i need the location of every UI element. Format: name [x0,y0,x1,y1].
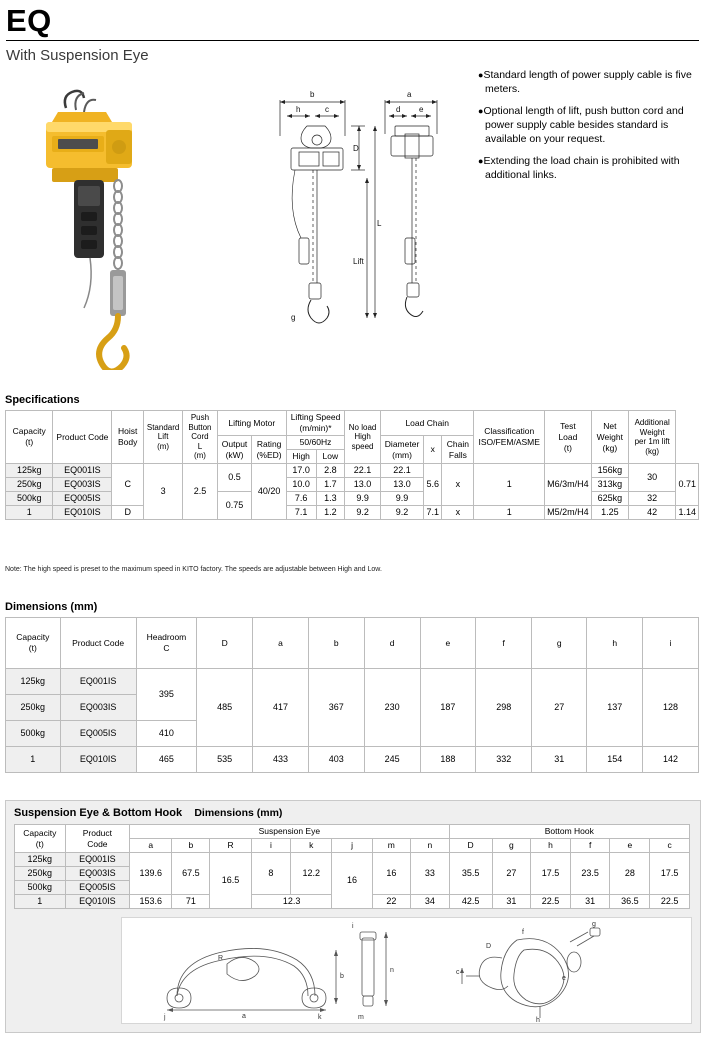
cell-g: 31 [492,895,530,909]
col-product-code: Product Code [53,411,112,464]
fig-label-D: D [486,943,492,950]
col-capacity: Capacity (t) [6,411,53,464]
note-item: ●Optional length of lift, push button cord and power supply cable besides standard is available on your request. [478,105,684,145]
col-bottom-hook: Bottom Hook [449,825,689,839]
cell-no-load-high-speed: 13.0 [380,478,423,492]
cell-f: 23.5 [570,853,610,895]
cell-product-code: EQ010IS [65,895,130,909]
table-header-row [6,618,699,669]
col-load-chain: Load Chain [380,411,473,436]
col-capacity: Capacity (t) [15,825,66,853]
col-product-code: Product Code [60,618,136,669]
col-e: e [610,839,650,853]
cell-test-load: 313kg [591,478,628,492]
cell-x: x [442,464,474,506]
col-b: b [172,839,210,853]
cell-no-load-high-speed: 9.2 [380,506,423,520]
col-frequency: 50/60Hz [286,436,344,450]
table-row [6,506,699,520]
col-i: i [251,839,290,853]
col-lifting-motor: Lifting Motor [217,411,286,436]
cell-e: 28 [610,853,650,895]
col-net-weight: Net Weight (kg) [591,411,628,464]
suspension-title-main: Suspension Eye & Bottom Hook [14,807,183,819]
col-no-load-high-speed: No load High speed [345,411,381,464]
col-standard-lift: Standard Lift (m) [144,411,183,464]
cell-additional-weight: 1.14 [676,506,699,520]
cell-c: 22.5 [650,895,690,909]
cell-a: 139.6 [130,853,172,895]
table-row [6,492,699,506]
cell-product-code: EQ001IS [53,464,112,478]
cell-test-load: 625kg [591,492,628,506]
cell-chain-falls: 1 [474,506,545,520]
cell-product-code: EQ005IS [53,492,112,506]
col-multiply: x [424,436,442,464]
cell-high: 7.1 [286,506,316,520]
label-lift: Lift [353,257,364,266]
col-c: c [650,839,690,853]
cell-capacity: 1 [6,747,61,773]
col-capacity: Capacity (t) [6,618,61,669]
cell-chain-falls: 1 [474,464,545,506]
cell-D: 535 [197,747,253,773]
col-a: a [253,618,309,669]
cell-j: 16 [332,853,372,909]
cell-product-code: EQ005IS [60,721,136,747]
cell-b: 67.5 [172,853,210,895]
cell-product-code: EQ003IS [53,478,112,492]
cell-m: 16 [372,853,410,895]
notes-list [478,68,693,190]
label-e: e [419,105,424,114]
suspension-title-sub: Dimensions (mm) [194,807,283,819]
fig-label-g: g [592,921,596,928]
fig-label-n: n [390,967,394,974]
cell-g: 27 [532,669,587,747]
col-b: b [308,618,364,669]
page-subtitle: With Suspension Eye [6,47,149,64]
bullet-icon: ● [478,70,484,80]
cell-output: 0.75 [217,492,252,520]
dimensions-heading: Dimensions (mm) [5,601,98,613]
cell-capacity: 250kg [15,867,66,881]
col-h: h [531,839,571,853]
cell-b: 403 [308,747,364,773]
cell-a: 417 [253,669,309,747]
cell-h: 137 [587,669,643,747]
col-D: D [449,839,492,853]
cell-low: 2.8 [316,464,345,478]
cell-f: 332 [476,747,532,773]
label-h: h [296,105,301,114]
specifications-footnote: Note: The high speed is preset to the maximum speed in KITO factory. The speeds are adjustable between High and Low. [5,566,382,573]
note-item: ●Standard length of power supply cable is five meters. [478,69,692,95]
table-row [6,747,699,773]
cell-m: 22 [372,895,410,909]
col-g: g [532,618,587,669]
cell-product-code: EQ010IS [53,506,112,520]
label-D: D [353,144,359,153]
col-suspension-eye: Suspension Eye [130,825,449,839]
cell-product-code: EQ001IS [65,853,130,867]
cell-D: 485 [197,669,253,747]
col-n: n [411,839,449,853]
fig-label-f: f [522,929,524,936]
col-R: R [210,839,251,853]
cell-h: 17.5 [531,853,571,895]
cell-headroom: 465 [136,747,197,773]
fig-label-j: j [164,1014,166,1021]
cell-low: 1.3 [316,492,345,506]
label-b: b [310,90,315,99]
cell-high: 7.6 [286,492,316,506]
cell-no-load-high-speed: 9.9 [380,492,423,506]
cell-capacity: 125kg [6,464,53,478]
suspension-eye-and-hook-drawings [122,918,691,1023]
cell-capacity: 500kg [6,721,61,747]
dimension-drawing [255,78,470,373]
col-hoist-body: Hoist Body [112,411,144,464]
cell-product-code: EQ003IS [60,695,136,721]
cell-rating: 40/20 [252,464,286,520]
label-g: g [291,313,296,322]
col-headroom: Headroom C [136,618,197,669]
cell-output: 0.5 [217,464,252,492]
page-title: EQ [6,3,52,38]
fig-label-k: k [318,1014,322,1021]
cell-low: 1.2 [316,506,345,520]
dimensions-table [5,617,699,773]
cell-b: 367 [308,669,364,747]
cell-x: x [442,506,474,520]
fig-label-R: R [218,955,224,962]
cell-hoist-body: C [112,464,144,506]
cell-n: 33 [411,853,449,895]
cell-no-load-high: 22.1 [345,464,381,478]
cell-e: 187 [420,669,476,747]
cell-i: 128 [643,669,699,747]
table-header-row [6,411,699,436]
cell-product-code: EQ001IS [60,669,136,695]
cell-capacity: 250kg [6,695,61,721]
col-D: D [197,618,253,669]
col-g: g [492,839,530,853]
label-L: L [377,219,382,228]
cell-high: 10.0 [286,478,316,492]
cell-hoist-body: D [112,506,144,520]
col-low: Low [316,450,345,464]
cell-i: 8 [251,853,290,895]
col-lifting-speed: Lifting Speed (m/min)* [286,411,344,436]
col-j: j [332,839,372,853]
cell-standard-lift: 3 [144,464,183,520]
col-rating: Rating (%ED) [252,436,286,464]
col-h: h [587,618,643,669]
suspension-title [6,801,700,824]
cell-f: 31 [570,895,610,909]
cell-no-load-high: 13.0 [345,478,381,492]
fig-label-c: c [456,969,460,976]
cell-headroom: 395 [136,669,197,721]
col-i: i [643,618,699,669]
fig-label-a: a [242,1013,246,1020]
cell-capacity: 500kg [15,881,66,895]
table-header-row [15,825,690,839]
cell-no-load-high-speed: 22.1 [380,464,423,478]
cell-capacity: 250kg [6,478,53,492]
table-row [6,464,699,478]
cell-capacity: 125kg [15,853,66,867]
specifications-table [5,410,699,520]
cell-h: 154 [587,747,643,773]
col-push-button-cord: Push Button Cord L (m) [183,411,217,464]
cell-headroom: 410 [136,721,197,747]
col-e: e [420,618,476,669]
cell-no-load-high: 9.2 [345,506,381,520]
table-row [6,478,699,492]
cell-test-load: 156kg [591,464,628,478]
col-output: Output (kW) [217,436,252,464]
cell-product-code: EQ003IS [65,867,130,881]
col-k: k [291,839,332,853]
table-row [15,853,690,867]
col-a: a [130,839,172,853]
technical-drawing [255,78,470,373]
table-row [6,669,699,695]
col-classification: Classification ISO/FEM/ASME [474,411,545,464]
cell-e: 36.5 [610,895,650,909]
cell-a: 433 [253,747,309,773]
cell-capacity: 1 [6,506,53,520]
cell-g: 27 [492,853,530,895]
cell-i: 12.3 [251,895,332,909]
col-product-code: Product Code [65,825,130,853]
title-divider [6,40,699,41]
col-additional-weight: Additional Weight per 1m lift (kg) [628,411,676,464]
cell-n: 34 [411,895,449,909]
cell-capacity: 125kg [6,669,61,695]
cell-low: 1.7 [316,478,345,492]
cell-g: 31 [532,747,587,773]
col-d: d [364,618,420,669]
col-f: f [476,618,532,669]
cell-capacity: 1 [15,895,66,909]
cell-b: 71 [172,895,210,909]
suspension-panel [5,800,701,1033]
fig-label-e: e [562,975,566,982]
cell-d: 230 [364,669,420,747]
label-a: a [407,90,412,99]
cell-classification: M6/3m/H4 [545,464,592,506]
product-photo [18,80,198,370]
cell-diameter: 5.6 [424,464,442,506]
label-c: c [325,105,329,114]
hoist-illustration [18,80,198,370]
cell-d: 245 [364,747,420,773]
cell-product-code: EQ005IS [65,881,130,895]
cell-classification: M5/2m/H4 [545,506,592,520]
cell-no-load-high: 9.9 [345,492,381,506]
cell-net-weight: 42 [628,506,676,520]
col-test-load: Test Load (t) [545,411,592,464]
cell-R: 16.5 [210,853,251,909]
fig-label-h: h [536,1017,540,1023]
col-chain-diameter: Diameter (mm) [380,436,423,464]
cell-test-load: 1.25 [591,506,628,520]
cell-e: 188 [420,747,476,773]
cell-f: 298 [476,669,532,747]
specifications-heading: Specifications [5,394,80,406]
cell-D: 42.5 [449,895,492,909]
col-f: f [570,839,610,853]
cell-D: 35.5 [449,853,492,895]
cell-net-weight: 32 [628,492,676,506]
page-header [6,4,699,64]
cell-product-code: EQ010IS [60,747,136,773]
cell-capacity: 500kg [6,492,53,506]
note-item: ●Extending the load chain is prohibited with additional links. [478,155,680,181]
suspension-figures [121,917,692,1024]
cell-a: 153.6 [130,895,172,909]
fig-label-b: b [340,973,344,980]
cell-c: 17.5 [650,853,690,895]
col-high: High [286,450,316,464]
label-d: d [396,105,401,114]
cell-additional-weight: 0.71 [676,464,699,506]
bullet-icon: ● [478,156,484,166]
fig-label-m: m [358,1014,364,1021]
suspension-table [14,824,690,909]
col-chain-falls: Chain Falls [442,436,474,464]
cell-push-button: 2.5 [183,464,217,520]
fig-label-i: i [352,923,354,930]
bullet-icon: ● [478,106,484,116]
cell-h: 22.5 [531,895,571,909]
col-m: m [372,839,410,853]
cell-diameter: 7.1 [424,506,442,520]
cell-net-weight: 30 [628,464,676,492]
cell-i: 142 [643,747,699,773]
cell-high: 17.0 [286,464,316,478]
cell-k: 12.2 [291,853,332,895]
